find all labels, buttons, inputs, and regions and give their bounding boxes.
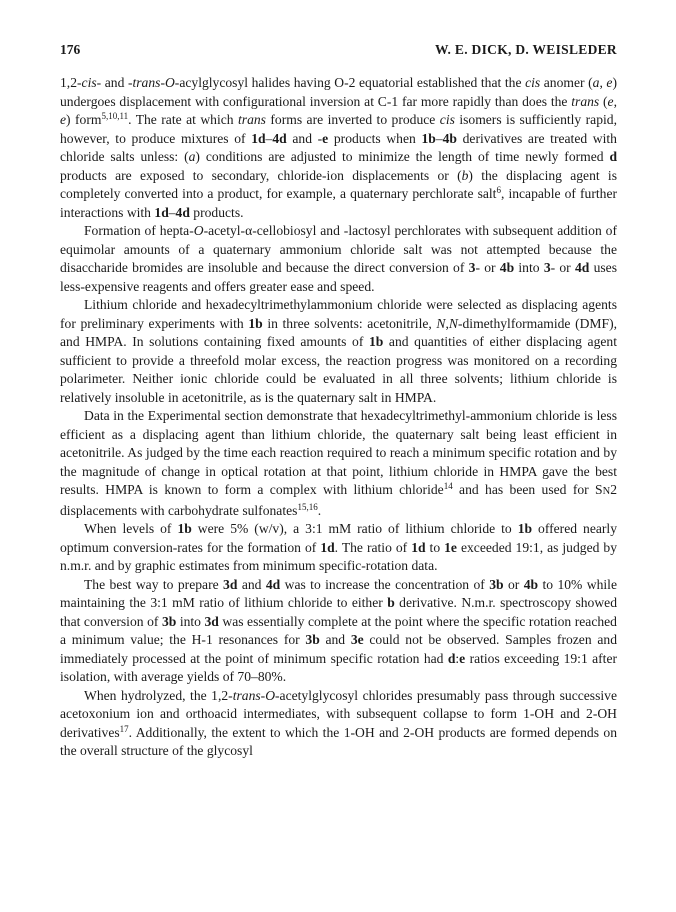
text-run: – [265,130,273,146]
text-run: e [606,75,613,90]
text-run: 3d [204,613,219,629]
text-run: 1b [248,315,263,331]
text-run: O [164,75,175,90]
text-run: – [168,204,176,220]
text-run: to [425,539,445,555]
text-run: exceeded 19:1, as judged by n.m.r. and by graphic estimates from minimum specific-rotation data. [60,539,617,573]
text-run: ratios exceeding 19:1 after isolation, with average yields of 70–80%. [60,650,617,684]
text-run: -dimethylformamide (DMF), and HMPA. In solutions containing fixed amounts of [60,315,617,349]
text-run: -acetylglycosyl chlorides presumably pass through successive acetoxonium ion and orthoacid intermediates, with subsequent collapse to form 1-OH and 2-OH derivatives [60,687,617,740]
text-run: 4b [442,130,457,146]
text-run: Formation of hepta- [84,223,194,238]
text-run: – [435,130,443,146]
text-run: 4d [265,576,281,592]
text-run: a [188,149,196,164]
text-run: cis [525,75,541,90]
text-run: , [445,315,449,331]
text-run: -acetyl-α-cellobiosyl and -lactosyl perchlorates with subsequent addition of equimolar amounts of a quaternary ammonium chloride salt was not attempted because the disaccharide bromides are insoluble and because the direct conversion of [60,223,617,275]
text-run: and - [286,130,323,146]
paragraph [60,74,617,222]
text-run: uses less-expensive reagents and offers greater ease and speed. [60,260,617,294]
text-run: were 5% (w/v), a 3:1 mM ratio of lithium chloride to [191,521,518,536]
text-run: and [237,576,266,592]
text-run: a [592,75,600,90]
text-run: 1d [411,539,426,555]
text-run: -acylglycosyl halides having O-2 equatorial established that the [174,75,526,90]
text-run: 4b [499,260,515,275]
text-run: b [461,167,469,183]
text-run: 1b [421,130,436,146]
reference-superscript: 6 [496,185,501,195]
paragraph [60,222,617,296]
reference-superscript: 15,16 [297,501,318,512]
text-run: was essentially complete at the point where the specific rotation reached a minimum value; the H-1 resonances for [60,613,617,647]
text-run: and [319,632,351,647]
text-run: 4b [523,576,539,592]
text-run: or [503,576,524,592]
text-run: 3 [543,260,551,275]
text-run: ( [599,93,608,109]
text-run: - or [550,260,575,275]
text-run: e [459,650,466,666]
text-run: d [447,650,456,666]
text-run: forms are inverted to produce [265,112,440,127]
text-run: - or [475,260,500,275]
text-run: trans [132,75,161,90]
paragraph [60,296,617,407]
text-run: N [436,315,446,331]
text-run: isomers is sufficiently rapid, however, to produce mixtures of [60,112,617,146]
text-run: products are exposed to secondary, chloride-ion displacements or ( [60,167,462,183]
text-run: Lithium chloride and hexadecyltrimethylammonium chloride were selected as displacing agents for preliminary experiments with [60,297,617,331]
text-run: trans [238,112,266,127]
text-run: 1b [368,334,384,349]
text-run: derivative. N.m.r. spectroscopy showed that conversion of [60,595,617,629]
text-run: and quantities of either displacing agent sufficient to provide a threefold molar excess, the reaction progress was monitored on a recording polarimeter. Neither ionic chloride could be evaluated in all three solvents; lithium chloride is relatively insoluble in acetonitrile, as is the quaternary salt in HMPA. [60,334,617,405]
text-run: Data in the Experimental section demonstrate that hexadecyltrimethyl-ammonium chloride is less efficient as a displacing agent than lithium chloride, the quaternary salt being least efficient in acetonitrile. As judged by the time each reaction required to reach a minimum specific rotation and by the magnitude of change in optical rotation at that point, lithium chloride in HMPA gave the best results. HMPA is known to form a complex with lithium chloride [60,408,617,497]
text-run: 1,2- [60,75,82,90]
reference-superscript: 17 [119,723,129,734]
text-run: . [317,502,322,518]
text-run: : [455,650,460,666]
text-run: , [613,93,617,109]
text-run: - [260,687,266,703]
text-run: products when [328,130,422,146]
text-run: 2 displacements with carbohydrate sulfonates [60,482,617,518]
text-run: and has been used for S [452,482,603,497]
text-run: , incapable of further interactions with [60,186,618,220]
text-run: ) the displacing agent is completely converted into a product, for example, a quaternary perchlorate salt [60,167,617,201]
text-run: . Additionally, the extent to which the 1-OH and 2-OH products are formed depends on the overall structure of the glycosyl [60,724,617,758]
reference-superscript: 5,10,11 [101,111,129,121]
text-run: The best way to prepare [84,576,224,592]
page-header [60,42,617,60]
text-run: ) form [66,112,102,127]
text-run: into [514,260,544,275]
text-run: to 10% while maintaining the 3:1 mM ratio of lithium chloride to either [60,576,617,610]
text-run: was to increase the concentration of [280,576,490,592]
paragraph [60,687,617,761]
text-run: could not be observed. Samples frozen and immediately processed at the point of minimum specific rotation had [60,632,617,666]
text-run: 4d [272,130,287,146]
text-run: into [176,613,205,629]
page-number: 176 [60,42,81,57]
text-run: O [193,223,204,238]
text-run: in three solvents: acetonitrile, [262,315,437,331]
text-run: anomer ( [540,75,593,90]
text-run: 4d [175,204,190,220]
body-text [60,74,617,761]
text-run: 1d [251,130,266,146]
text-run: When levels of [84,521,178,536]
text-run: cis [81,75,97,90]
text-run: 3e [350,632,364,647]
text-run: e [60,112,67,127]
text-run: 4d [574,260,590,275]
text-run: - [160,75,165,90]
text-run: 1b [177,521,192,536]
text-run: 3d [223,576,238,592]
text-run: trans [571,93,600,109]
reference-superscript: 14 [443,481,453,491]
paragraph [60,576,617,687]
text-run: offered nearly optimum conversion-rates for the formation of [60,521,617,555]
text-run: O [265,687,276,703]
text-run: - and - [96,75,133,90]
running-head-authors: W. E. DICK, D. WEISLEDER [434,42,617,57]
text-run: e [607,93,614,109]
text-run: 1e [444,539,457,555]
text-run: 1d [154,204,169,220]
text-run: . The rate at which [128,112,238,127]
text-run: 3 [468,260,476,275]
text-run: 3b [305,632,320,647]
text-run: b [387,595,395,610]
text-run: When hydrolyzed, the 1,2- [84,687,233,703]
text-run: , [599,75,607,90]
text-run: e [322,130,329,146]
text-run: cis [439,112,455,127]
text-run: N [602,486,611,497]
text-run: trans [232,687,261,703]
text-run: 1b [517,521,533,536]
paragraph [60,520,617,576]
text-run: N [448,315,458,331]
text-run: 3b [161,613,177,629]
text-run: 3b [489,576,504,592]
text-run: d [609,149,617,164]
text-run: derivatives are treated with chloride salts unless: ( [60,130,617,164]
text-run: . The ratio of [334,539,412,555]
text-run: ) conditions are adjusted to minimize the length of time newly formed [195,149,610,164]
text-run: ) undergoes displacement with configurational inversion at C-1 far more rapidly than does the [60,75,617,109]
text-run: products. [189,204,244,220]
text-run: 1d [320,539,335,555]
paragraph [60,407,617,520]
